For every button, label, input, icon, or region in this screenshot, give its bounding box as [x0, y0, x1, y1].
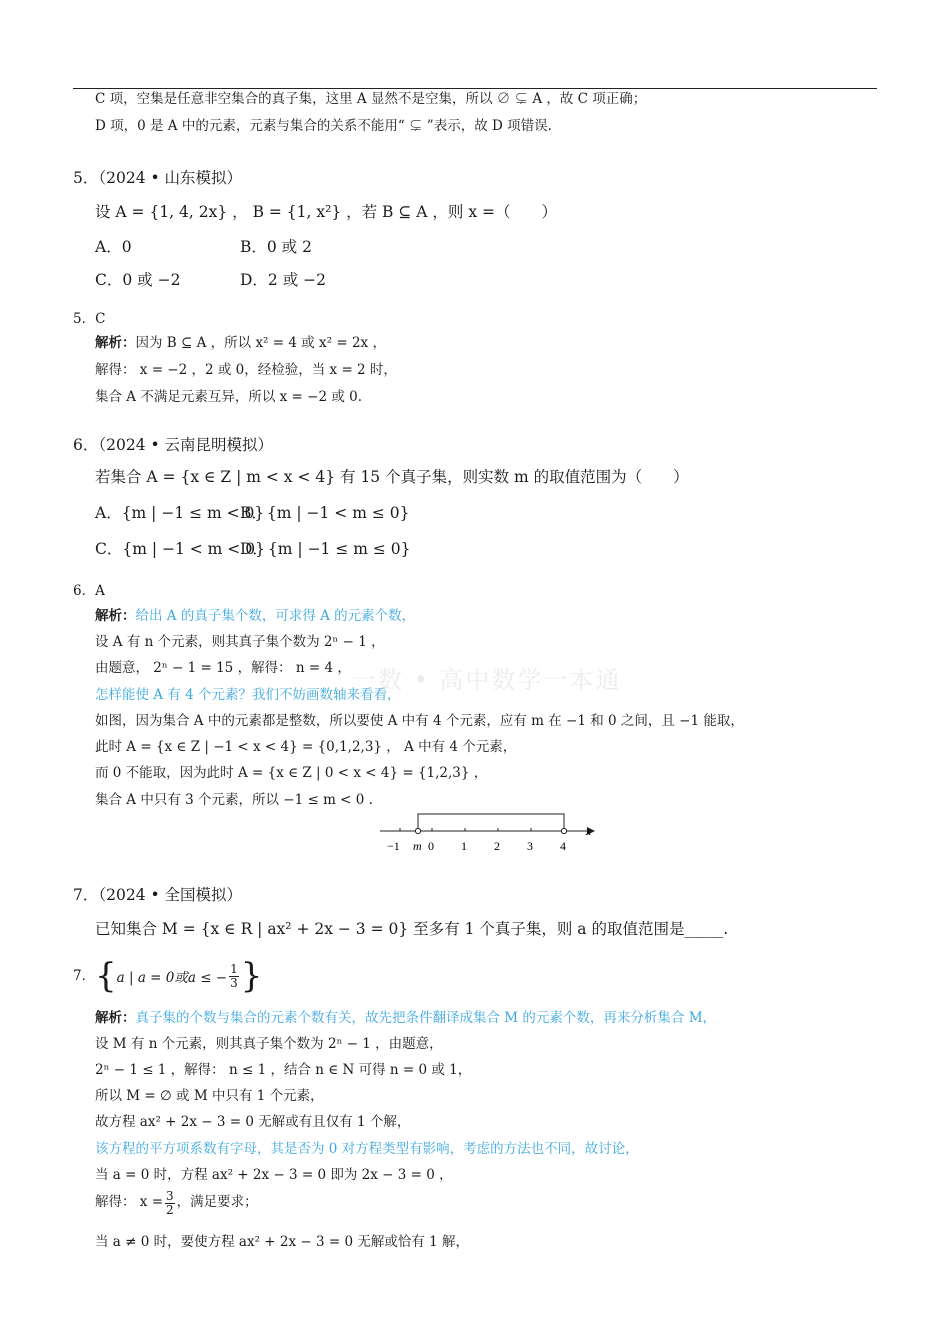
q6-option-a: A．{m | −1 ≤ m < 0}: [95, 504, 265, 522]
a6-hint2: 怎样能使 A 有 4 个元素？我们不妨画数轴来看看，: [95, 687, 401, 703]
a7-fraction-denominator: 3: [230, 975, 238, 990]
a6-hint1: 给出 A 的真子集个数，可求得 A 的元素个数，: [135, 608, 416, 624]
right-brace-glyph: }: [240, 956, 263, 996]
option-c-explanation: C 项，空集是任意非空集合的真子集，这里 A 显然不是空集，所以 ∅ ⊊ A ，故 C 项正确；: [95, 91, 647, 107]
a5-line1: [95, 337, 386, 351]
a7-hint1: 真子集的个数与集合的元素个数有关，故先把条件翻译成集合 M 的元素个数，再来分析集合 M，: [135, 1010, 717, 1026]
a5-line2: 解得： x = −2 ，2 或 0，经检验，当 x = 2 时，: [95, 362, 397, 378]
a7-line6-suffix: ，满足要求；: [176, 1194, 258, 1211]
a7-fraction-numerator: 1: [230, 961, 238, 976]
a7-line6-numerator: 3: [166, 1189, 174, 1203]
q6-option-b: B．{m | −1 < m ≤ 0}: [240, 504, 410, 522]
q7-stem: 已知集合 M = {x ∈ R | ax² + 2x − 3 = 0} 至多有 1 个真子集，则 a 的取值范围是_____.: [95, 920, 729, 938]
a7-line5: 当 a = 0 时，方程 ax² + 2x − 3 = 0 即为 2x − 3 = 0 ，: [95, 1167, 453, 1183]
analysis-label: 解析：: [95, 608, 136, 624]
q6-heading: 6．（2024 • 云南昆明模拟）: [73, 436, 274, 454]
tick-label-2: 2: [494, 839, 500, 853]
a7-line2: 2ⁿ − 1 ≤ 1 ，解得： n ≤ 1 ，结合 n ∈ N 可得 n = 0 或 1，: [95, 1062, 472, 1078]
a5-line1-text: 因为 B ⊆ A ，所以 x² = 4 或 x² = 2x ，: [135, 335, 386, 351]
a7-line6-denominator: 2: [166, 1202, 174, 1217]
a6-line2: 由题意， 2ⁿ − 1 = 15 ，解得： n = 4 ，: [95, 660, 351, 676]
q5-stem: 设 A = {1, 4, 2x} ， B = {1, x²} ，若 B ⊆ A ，则 x =（ ）: [95, 203, 557, 221]
left-brace-glyph: {: [95, 956, 117, 996]
tick-label-neg1: −1: [387, 839, 400, 853]
range-bracket: [418, 814, 564, 831]
a6-line1: 设 A 有 n 个元素，则其真子集个数为 2ⁿ − 1 ，: [95, 634, 385, 650]
q7-heading: 7．（2024 • 全国模拟）: [73, 886, 243, 904]
a6-line6: 集合 A 中只有 3 个元素，所以 −1 ≤ m < 0 .: [95, 792, 373, 808]
a5-line3: 集合 A 不满足元素互异，所以 x = −2 或 0.: [95, 389, 362, 405]
analysis-label: 解析：: [95, 1010, 136, 1026]
q5-option-c: C．0 或 −2: [95, 271, 181, 289]
open-point-m: [415, 828, 420, 833]
a7-line6-prefix: 解得： x =: [95, 1194, 164, 1211]
a7-answer: [95, 956, 263, 996]
tick-label-0: 0: [428, 839, 434, 853]
q5-option-b: B．0 或 2: [240, 238, 312, 256]
a6-line3: 如图，因为集合 A 中的元素都是整数，所以要使 A 中有 4 个元素，应有 m 在 −1 和 0 之间，且 −1 能取，: [95, 713, 744, 729]
tick-label-4: 4: [560, 839, 566, 853]
tick-label-m: m: [413, 839, 422, 853]
analysis-label: 解析：: [95, 335, 136, 351]
a6-line5: 而 0 不能取，因为此时 A = {x ∈ Z | 0 < x < 4} = {1,2,3} ，: [95, 765, 488, 781]
top-rule: [73, 88, 877, 89]
a7-line3: 所以 M = ∅ 或 M 中只有 1 个元素，: [95, 1088, 324, 1104]
a6-heading: 6．A: [73, 583, 105, 599]
a7-answer-text: a | a = 0或a ≤ −: [116, 970, 228, 986]
a7-number: 7．: [73, 968, 96, 984]
q5-option-d: D．2 或 −2: [240, 271, 326, 289]
a7-line6: [95, 1190, 258, 1216]
tick-label-3: 3: [527, 839, 533, 853]
option-d-explanation: D 项，0 是 A 中的元素，元素与集合的关系不能用“ ⊊ ”表示，故 D 项错误.: [95, 118, 552, 134]
a5-heading: 5．C: [73, 311, 106, 327]
a7-line6-fraction: [165, 1190, 175, 1216]
q6-option-d: D．{m | −1 ≤ m ≤ 0}: [240, 540, 411, 558]
a7-line1: 设 M 有 n 个元素，则其真子集个数为 2ⁿ − 1 ，由题意，: [95, 1036, 443, 1052]
q5-option-a: A．0: [95, 238, 132, 256]
tick-label-1: 1: [461, 839, 467, 853]
q5-heading: 5．（2024 • 山东模拟）: [73, 169, 243, 187]
a6-line4: 此时 A = {x ∈ Z | −1 < x < 4} = {0,1,2,3} ， A 中有 4 个元素，: [95, 739, 517, 755]
a6-hint1-line: [95, 610, 415, 624]
open-point-4: [561, 828, 566, 833]
axis-label-x: x: [586, 824, 592, 838]
a7-line7: 当 a ≠ 0 时，要使方程 ax² + 2x − 3 = 0 无解或恰有 1 解，: [95, 1234, 470, 1250]
q6-option-c: C．{m | −1 < m < 0}: [95, 540, 265, 558]
number-line-figure: [375, 806, 605, 856]
q6-stem: 若集合 A = {x ∈ Z | m < x < 4} 有 15 个真子集，则实数 m 的取值范围为（ ）: [95, 468, 689, 486]
a7-hint1-line: [95, 1012, 716, 1026]
a7-answer-fraction: [229, 963, 239, 989]
a7-hint2: 该方程的平方项系数有字母，其是否为 0 对方程类型有影响，考虑的方法也不同，故讨论，: [95, 1141, 639, 1157]
watermark: 一数 • 高中数学一本通: [352, 666, 622, 694]
a7-line4: 故方程 ax² + 2x − 3 = 0 无解或有且仅有 1 个解，: [95, 1114, 411, 1130]
